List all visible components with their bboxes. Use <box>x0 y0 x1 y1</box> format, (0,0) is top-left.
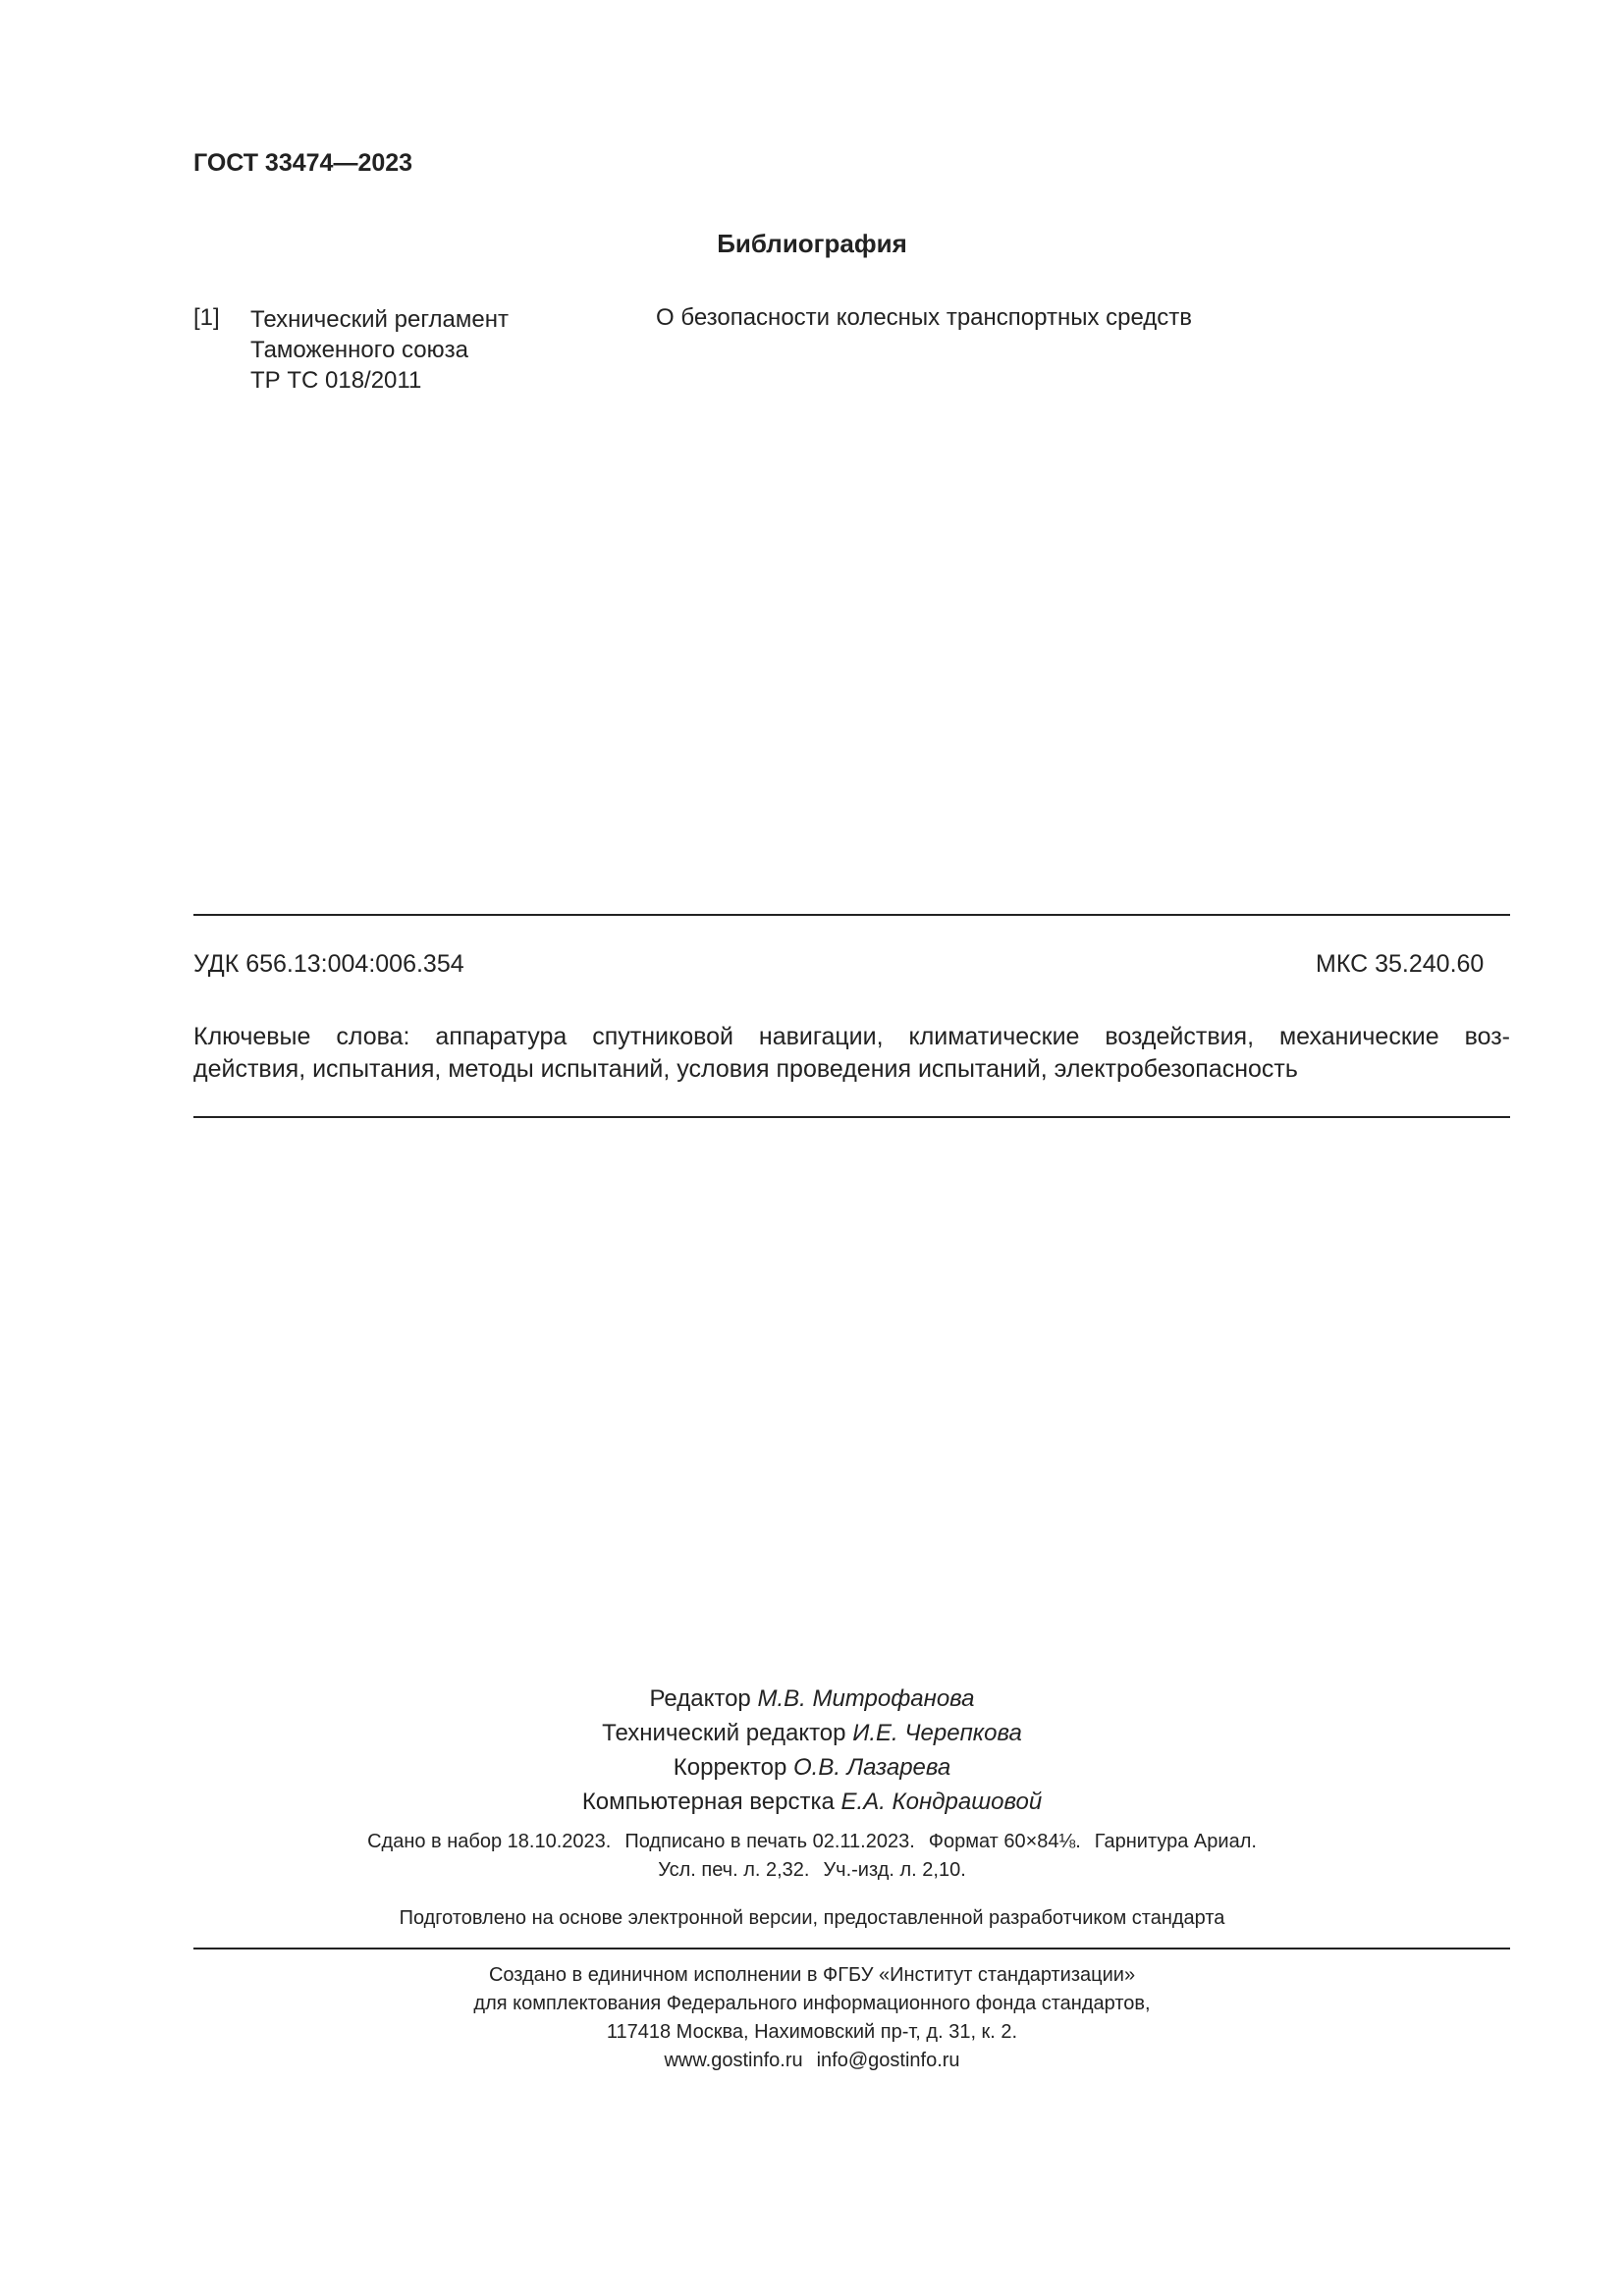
divider-bottom <box>193 1948 1510 1949</box>
imprint-print-sheets: Усл. печ. л. 2,32. <box>658 1859 810 1881</box>
reference-title: О безопасности колесных транспортных средств <box>656 304 1193 331</box>
credit-role: Редактор <box>649 1685 751 1712</box>
credit-corrector <box>0 1750 1624 1785</box>
prepared-note: Подготовлено на основе электронной версии, предоставленной разработчиком стандарта <box>399 1907 1225 1929</box>
keywords-line: действия, испытания, методы испытаний, условия проведения испытаний, электробезопасность <box>193 1055 1298 1083</box>
website-link[interactable]: www.gostinfo.ru <box>664 2050 803 2071</box>
publisher-contacts <box>0 2047 1624 2075</box>
credit-person: Е.А. Кондрашовой <box>840 1789 1043 1815</box>
credit-role: Технический редактор <box>602 1720 846 1746</box>
divider-middle <box>193 1116 1510 1118</box>
document-code: ГОСТ 33474—2023 <box>193 149 413 177</box>
publisher-line: Создано в единичном исполнении в ФГБУ «Институт стандартизации» <box>488 1964 1136 1986</box>
reference-source <box>250 304 509 396</box>
bibliography-title: Библиография <box>717 229 907 258</box>
reference-source-line: Таможенного союза <box>250 337 468 363</box>
credit-person: И.Е. Черепкова <box>852 1720 1022 1746</box>
publisher-line: для комплектования Федерального информационного фонда стандартов, <box>473 1993 1151 2014</box>
publisher-block <box>0 1961 1624 2075</box>
publisher-line: 117418 Москва, Нахимовский пр-т, д. 31, к. 2. <box>606 2021 1018 2043</box>
imprint-format: Формат 60×84⅛. <box>928 1831 1081 1852</box>
imprint-line <box>0 1856 1624 1885</box>
imprint-typeset: Сдано в набор 18.10.2023. <box>367 1831 612 1852</box>
credit-person: О.В. Лазарева <box>793 1754 951 1781</box>
reference-number: [1] <box>193 304 220 331</box>
email-link[interactable]: info@gostinfo.ru <box>816 2050 960 2071</box>
credit-tech-editor <box>0 1716 1624 1750</box>
imprint-font: Гарнитура Ариал. <box>1094 1831 1257 1852</box>
udk-code: УДК 656.13:004:006.354 <box>193 950 464 978</box>
credit-role: Корректор <box>673 1754 787 1781</box>
imprint-line <box>0 1828 1624 1856</box>
keywords-paragraph <box>193 1021 1510 1086</box>
imprint-signed: Подписано в печать 02.11.2023. <box>624 1831 915 1852</box>
credit-layout <box>0 1785 1624 1819</box>
keywords-line: Ключевые слова: аппаратура спутниковой навигации, климатические воздействия, механические воз- <box>193 1023 1510 1050</box>
reference-source-line: Технический регламент <box>250 306 509 333</box>
reference-source-line: ТР ТС 018/2011 <box>250 367 422 394</box>
credit-role: Компьютерная верстка <box>581 1789 835 1815</box>
imprint-block <box>0 1828 1624 1885</box>
credits-block <box>0 1682 1624 1819</box>
credit-editor <box>0 1682 1624 1716</box>
divider-top <box>193 914 1510 916</box>
credit-person: М.В. Митрофанова <box>757 1685 975 1712</box>
mks-code: МКС 35.240.60 <box>1316 950 1485 978</box>
imprint-pub-sheets: Уч.-изд. л. 2,10. <box>823 1859 966 1881</box>
